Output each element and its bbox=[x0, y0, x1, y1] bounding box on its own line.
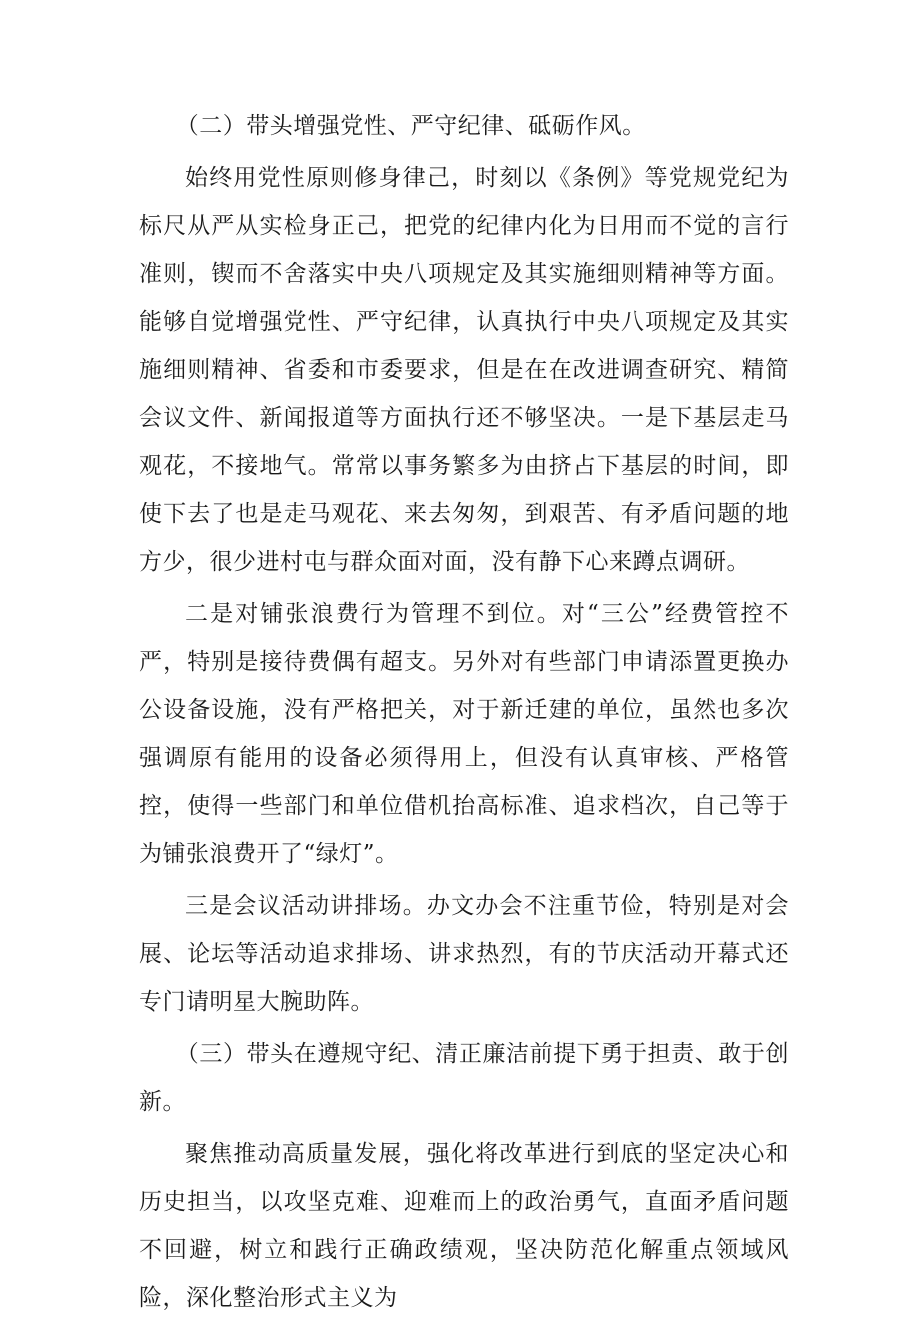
document-body bbox=[139, 102, 789, 1322]
section-heading-3: （三）带头在遵规守纪、清正廉洁前提下勇于担责、敢于创新。 bbox=[139, 1041, 789, 1115]
section-heading-2: （二）带头增强党性、严守纪律、砥砺作风。 bbox=[175, 113, 646, 139]
body-paragraph: 三是会议活动讲排场。办文办会不注重节俭，特别是对会展、论坛等活动追求排场、讲求热烈，有的节庆活动开幕式还专门请明星大腕助阵。 bbox=[139, 893, 789, 1015]
body-paragraph: 始终用党性原则修身律己，时刻以《条例》等党规党纪为标尺从严从实检身正己，把党的纪律内化为日用而不觉的言行准则，锲而不舍落实中央八项规定及其实施细则精神等方面。能够自觉增强党性、严守纪律，认真执行中央八项规定及其实施细则精神、省委和市委要求，但是在在改进调查研究、精简会议文件、新闻报道等方面执行还不够坚决。一是下基层走马观花，不接地气。常常以事务繁多为由挤占下基层的时间，即使下去了也是走马观花、来去匆匆，到艰苦、有矛盾问题的地方少，很少进村屯与群众面对面，没有静下心来蹲点调研。 bbox=[139, 165, 789, 575]
body-paragraph: 聚焦推动高质量发展，强化将改革进行到底的坚定决心和历史担当，以攻坚克难、迎难而上的政治勇气，直面矛盾问题不回避，树立和践行正确政绩观，坚决防范化解重点领域风险，深化整治形式主义为 bbox=[139, 1141, 789, 1311]
body-paragraph: 二是对铺张浪费行为管理不到位。对“三公”经费管控不严，特别是接待费偶有超支。另外对有些部门申请添置更换办公设备设施，没有严格把关，对于新迁建的单位，虽然也多次强调原有能用的设备必须得用上，但没有认真审核、严格管控，使得一些部门和单位借机抬高标准、追求档次，自己等于为铺张浪费开了“绿灯”。 bbox=[139, 601, 789, 867]
